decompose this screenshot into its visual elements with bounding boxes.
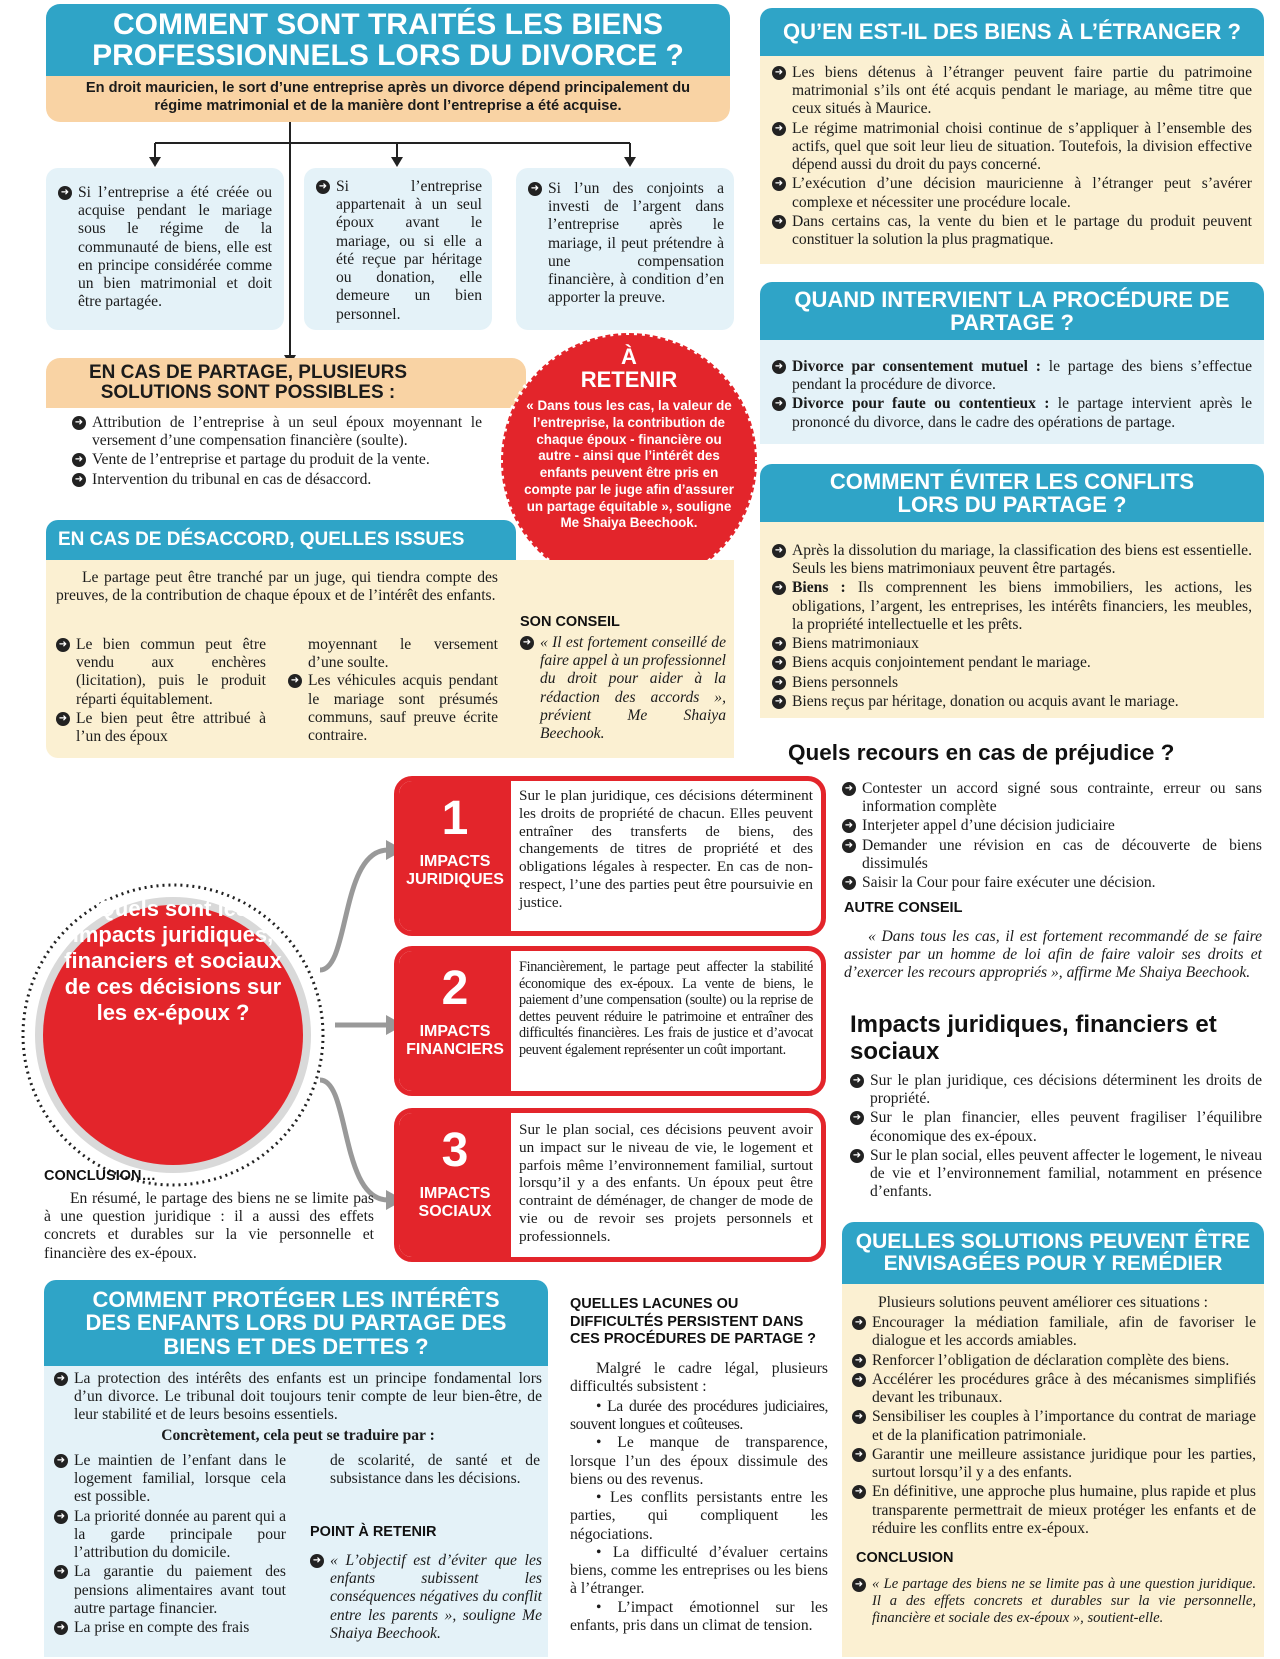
procedure-item-text: le partage intervient après le prononcé du divorce, dans le cadre des opérations de partage. [792,395,1252,431]
solutions-conclusion-text: « Le partage des biens ne se limite pas à une question juridique. Il a des effets concrets et durables sur la vie personnelle, financière et sociale des ex-époux », soutient-elle. [872,1576,1256,1627]
lacunes-item: • Le manque de transparence, lorsque l’un des époux dissimule des biens ou des revenus. [570,1434,828,1488]
circle-arrow-icon: ➜ [54,1565,68,1579]
conflits-item: Biens reçus par héritage, donation ou acquis avant le mariage. [792,692,1179,710]
impact-tab-1 [399,781,511,931]
circle-arrow-icon: ➜ [772,122,786,136]
conclusion-left-text: En résumé, le partage des biens ne se limite pas à une question juridique : il a aussi des effets concrets et durables sur la vie personnelle et financière des ex-époux. [44,1190,374,1262]
desaccord-col2-cont: moyennant le versement d’une soulte. [308,636,498,672]
circle-arrow-icon: ➜ [772,695,786,709]
enfants-intro: La protection des intérêts des enfants est un principe fondamental lors d’un divorce. Le tribunal doit toujours tenir compte de leur bien-être, de leur stabilité et de leurs besoins essentiels. [74,1370,542,1424]
desaccord-item: Le bien commun peut être vendu aux enchères (licitation), puis le produit réparti équitablement. [76,636,266,708]
circle-arrow-icon: ➜ [850,1111,864,1125]
retenir-title-1: À [621,344,637,369]
etranger-title: QU’EN EST-IL DES BIENS À L’ÉTRANGER ? [783,19,1241,45]
partage-item: Attribution de l’entreprise à un seul époux moyennant le versement d’une compensation financière (soulte). [92,414,482,450]
impact-box-2 [394,946,826,1096]
conflits-panel [760,522,1264,718]
circle-arrow-icon: ➜ [772,581,786,595]
solutions-panel [842,1284,1264,1657]
solutions-conclusion-title: CONCLUSION [856,1550,954,1567]
impacts-summary-item: Sur le plan social, elles peuvent affecter le logement, le niveau de vie et l’environnement familial, notamment en présence d’enfants. [870,1146,1262,1201]
desaccord-title: EN CAS DE DÉSACCORD, QUELLES ISSUES [58,529,465,551]
etranger-item: L’exécution d’une décision mauricienne à l’étranger peut s’avérer complexe et nécessiter une procédure locale. [792,175,1252,211]
lacunes-item: • La durée des procédures judiciaires, souvent longues et coûteuses. [570,1398,828,1434]
retenir-text: « Dans tous les cas, la valeur de l’entreprise, la contribution de chaque époux - financière ou autre - ainsi que l’intérêt des enfants peuvent être pris en compte par le juge afin d’assurer un partage équitable », souligne Me Shaiya Beechook. [524,398,734,531]
conflits-item-label: Biens : [792,579,846,597]
desaccord-item: Les véhicules acquis pendant le mariage sont présumés communs, sauf preuve écrite contraire. [308,672,498,745]
impact-number: 3 [441,1124,469,1177]
conflits-title: COMMENT ÉVITER LES CONFLITS LORS DU PARTAGE ? [829,468,1195,517]
circle-arrow-icon: ➜ [852,1373,866,1387]
circle-arrow-icon: ➜ [852,1354,866,1368]
lacunes-title: QUELLES LACUNES OU DIFFICULTÉS PERSISTENT DANS CES PROCÉDURES DE PARTAGE ? [570,1296,816,1348]
circle-arrow-icon: ➜ [842,876,856,890]
solutions-header [842,1222,1264,1284]
circle-arrow-icon: ➜ [842,782,856,796]
conflits-item: Biens matrimoniaux [792,635,919,653]
circle-arrow-icon: ➜ [54,1372,68,1386]
circle-arrow-icon: ➜ [772,215,786,229]
impact-box-3 [394,1108,826,1262]
circle-arrow-icon: ➜ [842,839,856,853]
circle-arrow-icon: ➜ [288,674,302,688]
autre-conseil-title: AUTRE CONSEIL [844,900,963,916]
conflits-item: Biens personnels [792,673,899,691]
case-text-3: Si l’un des conjoints a investi de l’argent dans l’entreprise après le mariage, il peut prétendre à une compensation financière, à condition d’en apporter la preuve. [548,180,724,307]
enfants-item: La prise en compte des frais [74,1619,250,1637]
enfants-intro-block [54,1370,542,1445]
impact-label: IMPACTS SOCIAUX [418,1185,492,1220]
enfants-item: La garantie du paiement des pensions alimentaires avant tout autre partage financier. [74,1563,286,1617]
impact-tab-2 [399,951,511,1091]
procedure-title: QUAND INTERVIENT LA PROCÉDURE DE PARTAGE ? [794,286,1230,335]
conflits-header [760,464,1264,522]
circle-arrow-icon: ➜ [772,360,786,374]
circle-arrow-icon: ➜ [852,1316,866,1330]
circle-arrow-icon: ➜ [54,1510,68,1524]
etranger-header [760,8,1264,56]
lacunes-list [570,1398,828,1635]
impact-box-1 [394,776,826,936]
procedure-panel [760,340,1264,444]
conseil-text: « Il est fortement conseillé de faire appel à un professionnel du droit pour aider à la rédaction des accords », prévient Me Shaiya Beechook. [540,634,726,743]
desaccord-item: Le bien peut être attribué à l’un des époux [76,709,266,746]
circle-arrow-icon: ➜ [58,186,72,200]
desaccord-intro: Le partage peut être tranché par un juge, qui tiendra compte des preuves, de la contribution de chaque époux et de l’intérêt des enfants. [56,569,498,605]
case-text-1: Si l’entreprise a été créée ou acquise pendant le mariage sous le régime de la communauté de biens, elle est en principe considérée comme un bien matrimonial et doit être partagée. [78,184,272,311]
circle-arrow-icon: ➜ [72,453,86,467]
solutions-title: QUELLES SOLUTIONS PEUVENT ÊTRE ENVISAGÉES POUR Y REMÉDIER [855,1229,1251,1275]
circle-arrow-icon: ➜ [852,1448,866,1462]
partage-item: Vente de l’entreprise et partage du produit de la vente. [92,451,430,469]
impact-text: Financièrement, le partage peut affecter la stabilité économique des ex-époux. La vente de biens, le paiement d’une compensation (soulte) ou la reprise de dettes peuvent réduire le patrimoine et entraîner des difficultés financières. Les frais de justice et d’avocat peuvent également représenter un coût important. [519,959,813,1059]
circle-arrow-icon: ➜ [72,473,86,487]
recours-item: Saisir la Cour pour faire exécuter une décision. [862,874,1156,892]
circle-arrow-icon: ➜ [310,1554,324,1568]
solutions-intro: Plusieurs solutions peuvent améliorer ces situations : [878,1294,1209,1311]
impact-text: Sur le plan social, ces décisions peuvent avoir un impact sur le niveau de vie, le logement et parfois même l’environnement familial, surtout lorsqu’il y a des enfants. Un époux peut être contraint de déménager, de changer de mode de vie ou de revoir ses projets personnels et professionnels. [519,1121,813,1245]
recours-title: Quels recours en cas de préjudice ? [788,740,1175,765]
conseil-block [520,634,726,744]
enfants-title: COMMENT PROTÉGER LES INTÉRÊTS DES ENFANTS LORS DU PARTAGE DES BIENS ET DES DETTES ? [85,1287,507,1359]
solutions-item: Garantir une meilleure assistance juridique pour les parties, surtout lorsqu’il y a des enfants. [872,1445,1256,1482]
circle-arrow-icon: ➜ [772,656,786,670]
conseil-title: SON CONSEIL [520,614,620,630]
impacts-summary-item: Sur le plan financier, elles peuvent fragiliser l’équilibre économique des ex-époux. [870,1109,1262,1145]
etranger-panel [760,56,1264,264]
lacunes-intro: Malgré le cadre légal, plusieurs difficultés subsistent : [570,1360,828,1396]
retenir-badge [520,346,738,576]
retenir-title-2: RETENIR [580,367,678,392]
circle-arrow-icon: ➜ [772,66,786,80]
partage-list [72,414,482,490]
enfants-item: La priorité donnée au parent qui a la garde principale pour l’attribution du domicile. [74,1507,286,1562]
recours-list [842,780,1262,893]
central-question: Quels sont les impacts juridiques, financiers et sociaux de ces décisions sur les ex-époux ? [64,896,282,1025]
impacts-summary-item: Sur le plan juridique, ces décisions déterminent les droits de propriété. [870,1072,1262,1108]
circle-arrow-icon: ➜ [850,1149,864,1163]
lacunes-item: • Les conflits persistants entre les parties, qui compliquent les négociations. [570,1489,828,1543]
circle-arrow-icon: ➜ [842,819,856,833]
desaccord-header [46,520,516,560]
circle-arrow-icon: ➜ [850,1074,864,1088]
etranger-item: Les biens détenus à l’étranger peuvent faire partie du patrimoine matrimonial s’ils ont été acquis pendant le mariage, au même titre que ceux situés à Maurice. [792,64,1252,118]
main-title: COMMENT SONT TRAITÉS LES BIENS PROFESSIONNELS LORS DU DIVORCE ? [92,7,684,72]
etranger-item: Le régime matrimonial choisi continue de s’appliquer à l’ensemble des actifs, quel que soit leur lieu de situation. Toutefois, la division effective dépend aussi du droit du pays concerné. [792,119,1252,174]
circle-arrow-icon: ➜ [72,416,86,430]
circle-arrow-icon: ➜ [56,638,70,652]
enfants-col1 [54,1452,286,1638]
lacunes-item: • La difficulté d’évaluer certains biens, comme les entreprises ou les biens à l’étranger. [570,1543,828,1598]
procedure-header [760,282,1264,340]
impact-tab-3 [399,1113,511,1257]
conflits-item: Ils comprennent les biens immobiliers, les actions, les obligations, l’argent, les entreprises, les intérêts financiers, les meubles, la propriété intellectuelle et les prêts. [792,579,1252,633]
enfants-concret: Concrètement, cela peut se traduire par : [161,1426,435,1444]
circle-arrow-icon: ➜ [852,1485,866,1499]
point-retenir-text: « L’objectif est d’éviter que les enfants subissent les conséquences négatives du conflit entre les parents », souligne Me Shaiya Beechook. [330,1552,542,1642]
enfants-item: Le maintien de l’enfant dans le logement familial, lorsque cela est possible. [74,1452,286,1506]
case-card-2 [304,168,492,330]
point-retenir-title: POINT À RETENIR [310,1524,437,1540]
circle-arrow-icon: ➜ [772,637,786,651]
impact-text: Sur le plan juridique, ces décisions déterminent les droits de propriété de chacun. Elles peuvent entraîner des transferts de biens, des changements de titres de propriété et des obligations légales à respecter. En cas de non-respect, l’une des parties peut être poursuivie en justice. [519,787,813,911]
solutions-item: En définitive, une approche plus humaine, plus rapide et plus transparente permettrait de mieux protéger les enfants et de réduire les conflits entre ex-époux. [872,1483,1256,1537]
circle-arrow-icon: ➜ [56,712,70,726]
conclusion-left-title: CONCLUSION… [44,1168,156,1184]
recours-item: Interjeter appel d’une décision judiciaire [862,817,1115,835]
circle-arrow-icon: ➜ [852,1578,866,1592]
solutions-item: Sensibiliser les couples à l’importance du contrat de mariage et de la planification patrimoniale. [872,1408,1256,1444]
solutions-item: Accélérer les procédures grâce à des mécanismes simplifiés devant les tribunaux. [872,1370,1256,1407]
etranger-item: Dans certains cas, la vente du bien et le partage du produit peuvent constituer la solution la plus pragmatique. [792,212,1252,249]
circle-arrow-icon: ➜ [772,676,786,690]
desaccord-col2 [288,636,498,746]
intro-text: En droit mauricien, le sort d’une entreprise après un divorce dépend principalement du régime matrimonial et de la manière dont l’entreprise a été acquise. [85,80,691,114]
case-text-2: Si l’entreprise appartenait à un seul époux avant le mariage, ou si elle a été reçue par héritage ou donation, elle demeure un bien personnel. [336,178,482,323]
enfants-col2-cont: de scolarité, de santé et de subsistance dans les décisions. [330,1452,540,1488]
impact-label: IMPACTS JURIDIQUES [406,853,504,888]
circle-arrow-icon: ➜ [852,1410,866,1424]
impact-number: 2 [441,962,469,1015]
recours-item: Demander une révision en cas de découverte de biens dissimulés [862,836,1262,872]
desaccord-col1 [56,636,266,747]
lacunes-item: • L’impact émotionnel sur les enfants, pris dans un climat de tension. [570,1598,828,1634]
impact-label: IMPACTS FINANCIERS [406,1023,504,1058]
circle-arrow-icon: ➜ [528,182,542,196]
conflits-item: Après la dissolution du mariage, la classification des biens est essentielle. Seuls les biens matrimoniaux peuvent être partagés. [792,542,1252,578]
case-card-1 [46,168,284,330]
procedure-item-text: le partage des biens s’effectue pendant la procédure de divorce. [792,358,1252,394]
procedure-item-label: Divorce par consentement mutuel : [792,358,1041,375]
circle-arrow-icon: ➜ [520,636,534,650]
autre-conseil-text: « Dans tous les cas, il est fortement recommandé de se faire assister par un homme de loi afin de faire valoir ses droits et d’exercer les recours appropriés », affirme Me Shaiya Beechook. [844,928,1262,982]
circle-arrow-icon: ➜ [772,177,786,191]
case-card-3 [516,168,734,330]
circle-arrow-icon: ➜ [316,180,330,194]
partage-header [46,358,526,408]
partage-title: EN CAS DE PARTAGE, PLUSIEURS SOLUTIONS SONT POSSIBLES : [88,362,408,403]
procedure-item-label: Divorce pour faute ou contentieux : [792,395,1050,413]
partage-item: Intervention du tribunal en cas de désaccord. [92,470,372,488]
impacts-summary-title: Impacts juridiques, financiers et sociaux [850,1011,1217,1065]
solutions-item: Encourager la médiation familiale, afin de favoriser le dialogue et les accords amiables. [872,1314,1256,1350]
circle-arrow-icon: ➜ [772,544,786,558]
circle-arrow-icon: ➜ [54,1621,68,1635]
recours-item: Contester un accord signé sous contrainte, erreur ou sans information complète [862,780,1262,816]
impacts-summary-list [850,1072,1262,1203]
circle-arrow-icon: ➜ [54,1454,68,1468]
solutions-item: Renforcer l’obligation de déclaration complète des biens. [872,1351,1230,1369]
circle-arrow-icon: ➜ [772,397,786,411]
enfants-header [44,1280,548,1366]
conflits-item: Biens acquis conjointement pendant le mariage. [792,654,1091,672]
point-retenir-block [310,1552,542,1644]
impact-number: 1 [441,792,469,845]
